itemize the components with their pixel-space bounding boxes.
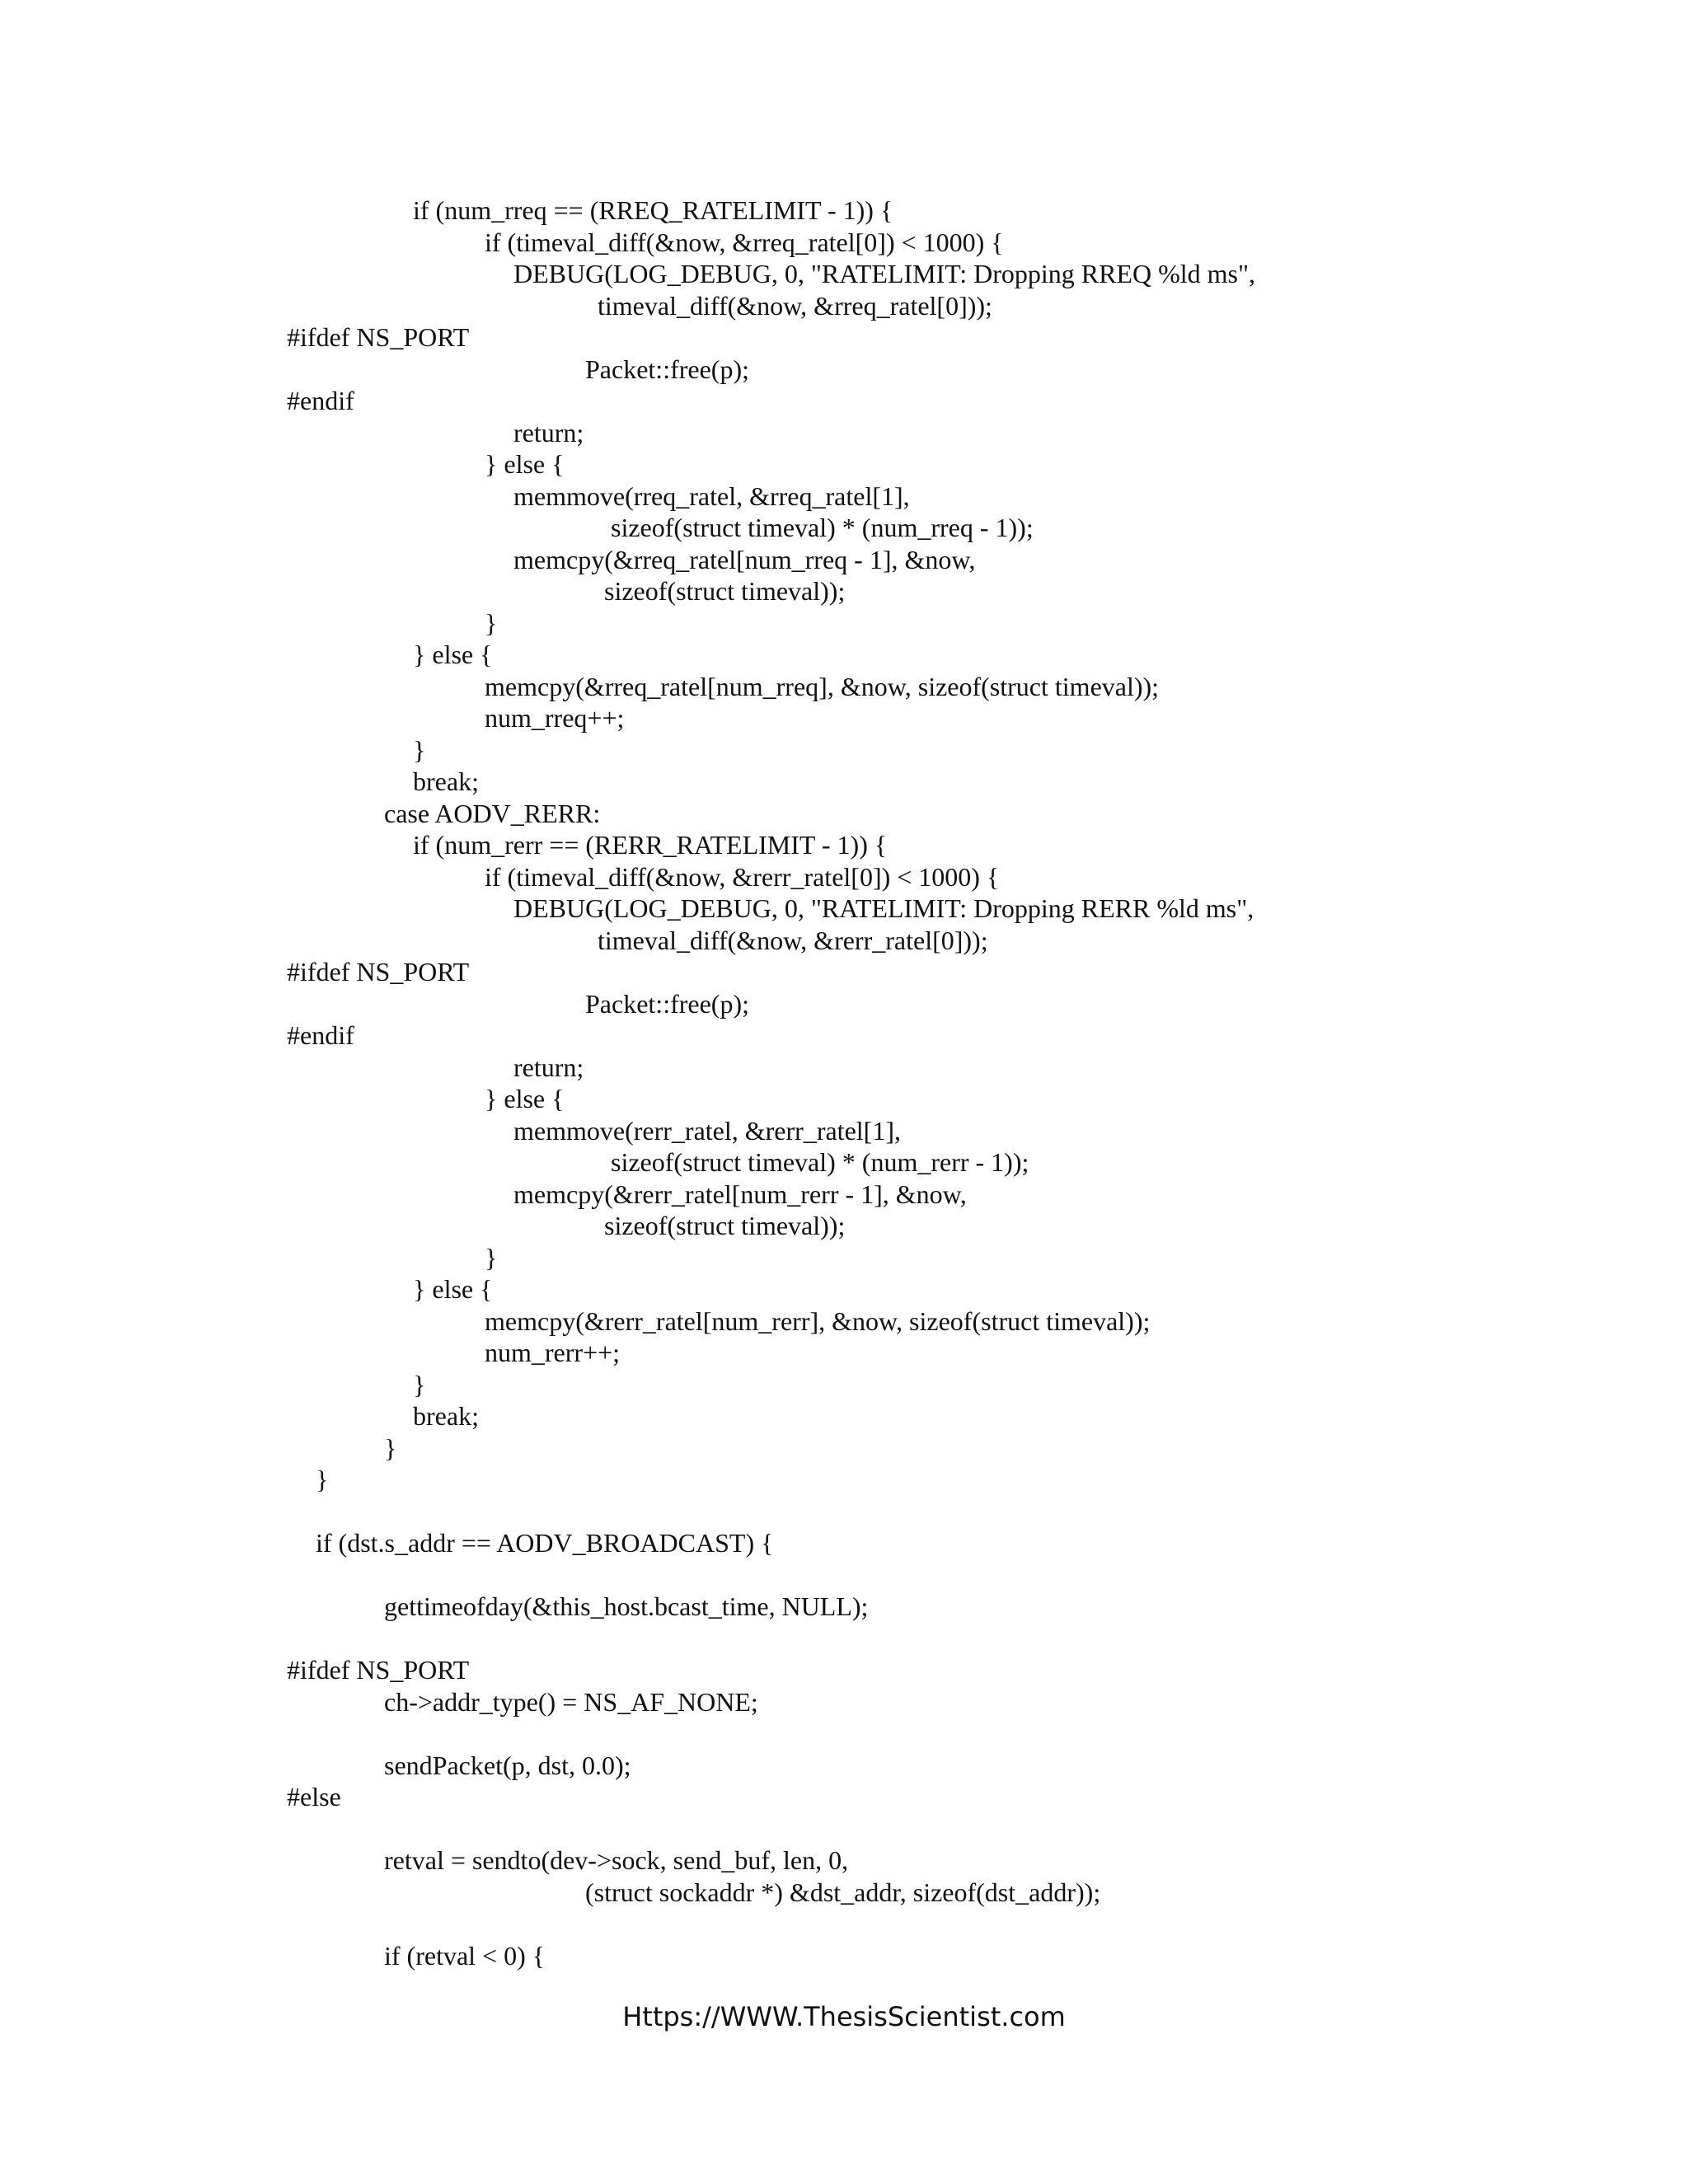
code-line: Packet::free(p);	[585, 354, 749, 384]
code-line: }	[384, 1432, 397, 1463]
code-line: }	[485, 607, 498, 638]
code-line: break;	[413, 1401, 479, 1431]
code-line: DEBUG(LOG_DEBUG, 0, "RATELIMIT: Dropping RREQ %ld ms",	[513, 259, 1256, 288]
code-line: timeval_diff(&now, &rerr_ratel[0]));	[598, 925, 988, 955]
code-line	[287, 1559, 1255, 1591]
code-line: Packet::free(p);	[585, 988, 749, 1019]
code-line: } else {	[485, 449, 565, 479]
code-line: retval = sendto(dev->sock, send_buf, len, 0,	[384, 1845, 849, 1875]
code-line: #else	[287, 1782, 341, 1811]
code-line: sizeof(struct timeval) * (num_rerr - 1));	[611, 1147, 1029, 1177]
code-line: #endif	[287, 1020, 354, 1050]
code-line: }	[485, 1242, 498, 1272]
code-line: }	[413, 1369, 426, 1399]
code-line: memcpy(&rreq_ratel[num_rreq - 1], &now,	[513, 544, 976, 574]
code-listing	[287, 194, 1255, 1971]
code-line: memcpy(&rerr_ratel[num_rerr - 1], &now,	[513, 1179, 967, 1209]
code-line: #ifdef NS_PORT	[287, 1655, 470, 1685]
code-line: if (num_rreq == (RREQ_RATELIMIT - 1)) {	[413, 195, 893, 225]
code-line: timeval_diff(&now, &rreq_ratel[0]));	[598, 290, 992, 321]
code-line: } else {	[413, 640, 493, 669]
code-line: return;	[513, 417, 584, 448]
code-line: if (dst.s_addr == AODV_BROADCAST) {	[316, 1528, 774, 1558]
code-line: memmove(rreq_ratel, &rreq_ratel[1],	[513, 480, 910, 511]
code-line: ch->addr_type() = NS_AF_NONE;	[384, 1686, 758, 1717]
code-line	[287, 1908, 1255, 1940]
code-line: if (num_rerr == (RERR_RATELIMIT - 1)) {	[413, 830, 888, 860]
code-line: memmove(rerr_ratel, &rerr_ratel[1],	[513, 1115, 901, 1146]
code-line	[287, 1496, 1255, 1528]
code-line: if (timeval_diff(&now, &rerr_ratel[0]) < 1000) {	[485, 861, 1000, 892]
code-line	[287, 1718, 1255, 1750]
code-line: sizeof(struct timeval));	[604, 576, 846, 606]
code-line	[287, 1813, 1255, 1845]
code-line: sendPacket(p, dst, 0.0);	[384, 1750, 631, 1780]
code-line: memcpy(&rerr_ratel[num_rerr], &now, sizeof(struct timeval));	[485, 1305, 1151, 1336]
code-line: if (timeval_diff(&now, &rreq_ratel[0]) < 1000) {	[485, 227, 1004, 257]
code-line: memcpy(&rreq_ratel[num_rreq], &now, sizeof(struct timeval));	[485, 671, 1160, 701]
code-line: sizeof(struct timeval) * (num_rreq - 1));	[611, 513, 1034, 542]
code-line: sizeof(struct timeval));	[604, 1211, 846, 1240]
code-line: #ifdef NS_PORT	[287, 957, 470, 987]
code-line: num_rreq++;	[485, 703, 625, 733]
code-line: return;	[513, 1052, 584, 1082]
code-line: } else {	[413, 1274, 493, 1304]
code-line: }	[413, 734, 426, 765]
code-line: DEBUG(LOG_DEBUG, 0, "RATELIMIT: Dropping RERR %ld ms",	[513, 893, 1254, 923]
code-line: #ifdef NS_PORT	[287, 322, 470, 352]
code-line	[287, 1623, 1255, 1655]
code-line: } else {	[485, 1084, 565, 1113]
code-line: #endif	[287, 386, 354, 415]
code-line: break;	[413, 766, 479, 796]
code-line: gettimeofday(&this_host.bcast_time, NULL);	[384, 1591, 869, 1621]
footer-url: Https://WWW.ThesisScientist.com	[622, 2001, 1066, 2032]
code-line: if (retval < 0) {	[384, 1940, 546, 1971]
code-line: case AODV_RERR:	[384, 798, 601, 828]
code-line: }	[316, 1465, 329, 1494]
code-line: (struct sockaddr *) &dst_addr, sizeof(dst_addr));	[585, 1877, 1101, 1907]
code-line: num_rerr++;	[485, 1338, 621, 1367]
